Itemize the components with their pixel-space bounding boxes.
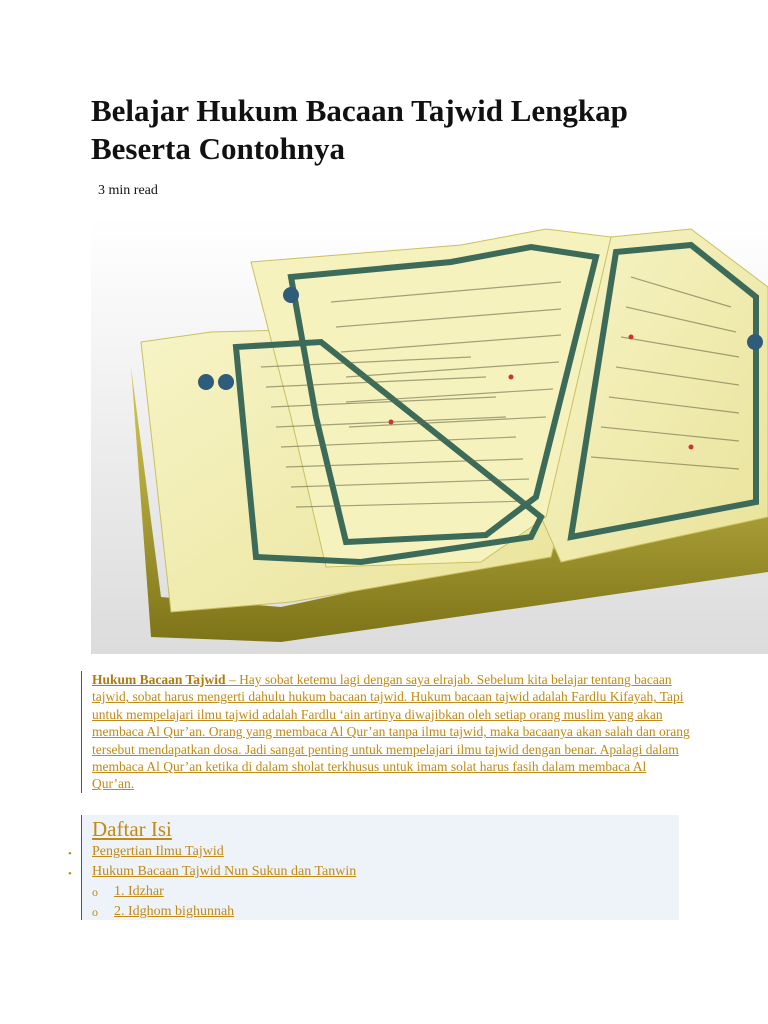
intro-paragraph[interactable]	[81, 671, 690, 793]
toc-title[interactable]: Daftar Isi	[92, 817, 172, 841]
toc-item-pengertian[interactable]: Pengertian Ilmu Tajwid	[92, 844, 224, 859]
read-time: 3 min read	[98, 183, 158, 198]
toc-subitem-idzhar[interactable]: 1. Idzhar	[114, 884, 164, 899]
hero-image	[91, 217, 768, 654]
sub-bullet-icon: o	[92, 885, 98, 899]
sub-bullet-icon: o	[92, 905, 98, 919]
table-of-contents	[68, 815, 679, 920]
toc-subitem-idghom[interactable]: 2. Idghom bighunnah	[114, 904, 235, 919]
article-title: Belajar Hukum Bacaan Tajwid Lengkap Beserta Contohnya	[91, 93, 628, 166]
intro-body-link[interactable]: – Hay sobat ketemu lagi dengan saya elrajab. Sebelum kita belajar tentang bacaan tajwid, sobat harus mengerti dahulu hukum bacaan tajwid. Hukum bacaan tajwid adalah Fardlu Kifayah, Tapi untuk mempelajari ilmu tajwid adalah Fardlu ‘ain artinya diwajibkan oleh setiap orang muslim yang akan membaca Al Qur’an. Orang yang membaca Al Qur’an tanpa ilmu tajwid, maka bacaanya akan salah dan orang tersebut mendapatkan dosa. Jadi sangat penting untuk mempelajari ilmu tajwid dengan benar. Apalagi dalam membaca Al Qur’an ketika di dalam sholat terkhusus untuk imam solat harus fasih dalam membaca Al Qur’an.	[92, 672, 690, 792]
toc-item-nun-sukun[interactable]: Hukum Bacaan Tajwid Nun Sukun dan Tanwin	[92, 864, 357, 879]
intro-lead-link[interactable]: Hukum Bacaan Tajwid	[92, 672, 226, 687]
open-quran-book-icon	[91, 217, 768, 654]
bullet-icon: •	[68, 868, 72, 880]
bullet-icon: •	[68, 848, 72, 860]
